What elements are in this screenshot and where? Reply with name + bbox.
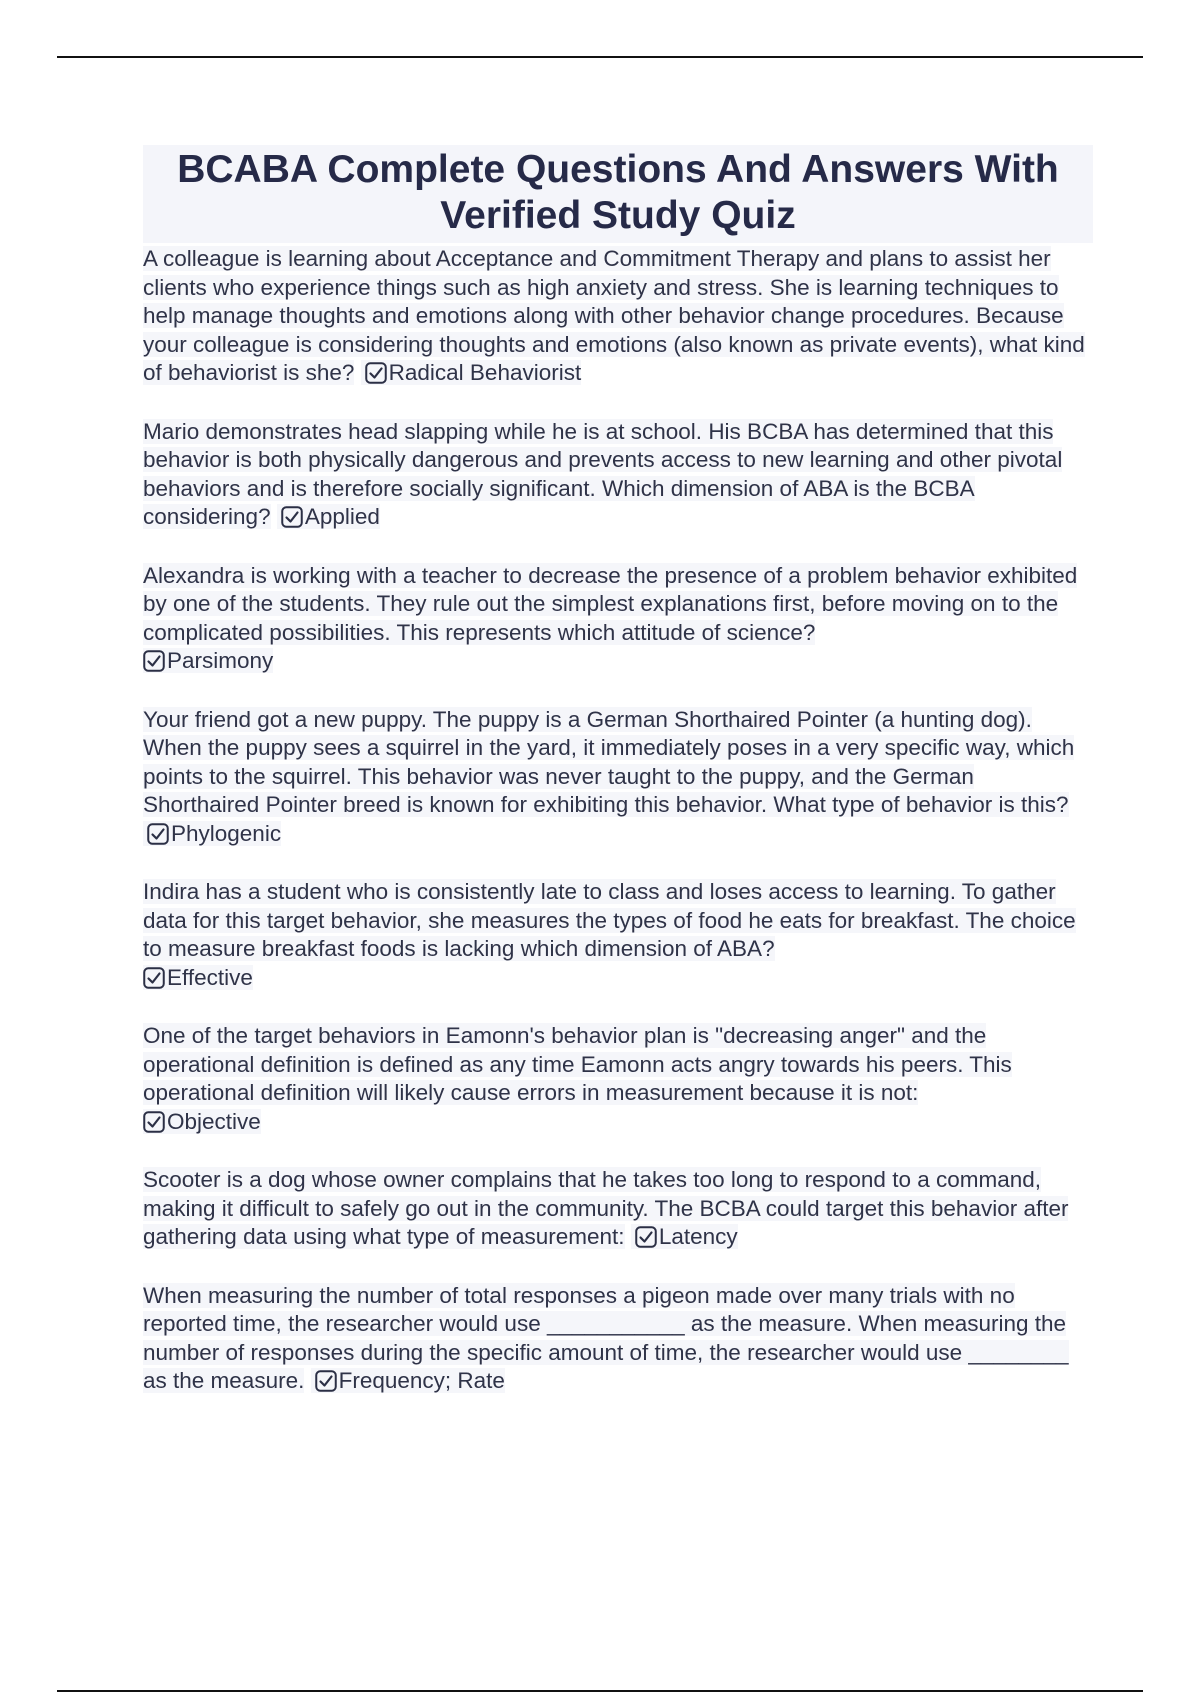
answer-text: Latency	[658, 1224, 738, 1249]
question-text: Alexandra is working with a teacher to decrease the presence of a problem behavior exhibited by one of the students. They rule out the simplest explanations first, before moving on to the complicated possibilities. This represents which attitude of science?	[143, 562, 1078, 645]
answer	[277, 504, 380, 529]
checkbox-checked-icon	[143, 967, 165, 989]
qa-item	[143, 1282, 1093, 1396]
qa-item	[143, 706, 1093, 849]
question-text: Mario demonstrates head slapping while he is at school. His BCBA has determined that this behavior is both physically dangerous and prevents access to new learning and other pivotal behaviors and is therefore socially significant. Which dimension of ABA is the BCBA considering?	[143, 418, 1063, 529]
checkbox-checked-icon	[143, 650, 165, 672]
top-rule	[57, 56, 1143, 58]
qa-item	[143, 878, 1093, 992]
checkbox-checked-icon	[365, 362, 387, 384]
answer	[311, 1368, 505, 1393]
answer-text: Radical Behaviorist	[388, 360, 582, 385]
question-text: Scooter is a dog whose owner complains that he takes too long to respond to a command, making it difficult to safely go out in the community. The BCBA could target this behavior after gathering data using what type of measurement:	[143, 1167, 1069, 1249]
answer-text: Objective	[167, 1108, 261, 1134]
question-text: A colleague is learning about Acceptance and Commitment Therapy and plans to assist her clients who experience things such as high anxiety and stress. She is learning techniques to help manage thoughts and emotions along with other behavior change procedures. Because your colleague is considering thoughts and emotions (also known as private events), what kind of behaviorist is she?	[143, 246, 1085, 385]
answer-text: Effective	[167, 964, 253, 990]
answer	[361, 360, 582, 385]
qa-item	[143, 1022, 1093, 1136]
answer	[143, 648, 273, 673]
question-text: One of the target behaviors in Eamonn's behavior plan is "decreasing anger" and the operational definition is defined as any time Eamonn acts angry towards his peers. This operational definition will likely cause errors in measurement because it is not:	[143, 1023, 1012, 1105]
answer	[143, 1109, 261, 1134]
answer-text: Applied	[304, 504, 380, 529]
bottom-rule	[57, 1690, 1143, 1692]
checkbox-checked-icon	[143, 1111, 165, 1133]
document-body	[143, 145, 1093, 1426]
checkbox-checked-icon	[147, 823, 169, 845]
checkbox-checked-icon	[281, 506, 303, 528]
checkbox-checked-icon	[635, 1226, 657, 1248]
qa-item	[143, 245, 1093, 388]
answer-text: Phylogenic	[171, 820, 282, 846]
checkbox-checked-icon	[315, 1370, 337, 1392]
qa-list	[143, 245, 1093, 1396]
qa-item	[143, 418, 1093, 532]
answer-text: Frequency; Rate	[338, 1368, 505, 1393]
question-text: Your friend got a new puppy. The puppy is a German Shorthaired Pointer (a hunting dog). When the puppy sees a squirrel in the yard, it immediately poses in a very specific way, which points to the squirrel. This behavior was never taught to the puppy, and the German Shorthaired Pointer breed is known for exhibiting this behavior. What type of behavior is this?	[143, 706, 1075, 817]
answer	[143, 965, 253, 990]
question-text: When measuring the number of total responses a pigeon made over many trials with no reported time, the researcher would use ___________ as the measure. When measuring the number of responses during the specific amount of time, the researcher would use ________ as the measure.	[143, 1282, 1069, 1393]
answer-text: Parsimony	[167, 648, 274, 673]
qa-item	[143, 1166, 1093, 1252]
answer	[143, 821, 281, 846]
answer	[631, 1224, 738, 1249]
qa-item	[143, 562, 1093, 676]
page-title: BCABA Complete Questions And Answers With Verified Study Quiz	[143, 145, 1093, 243]
question-text: Indira has a student who is consistently late to class and loses access to learning. To gather data for this target behavior, she measures the types of food he eats for breakfast. The choice to measure breakfast foods is lacking which dimension of ABA?	[143, 879, 1076, 961]
